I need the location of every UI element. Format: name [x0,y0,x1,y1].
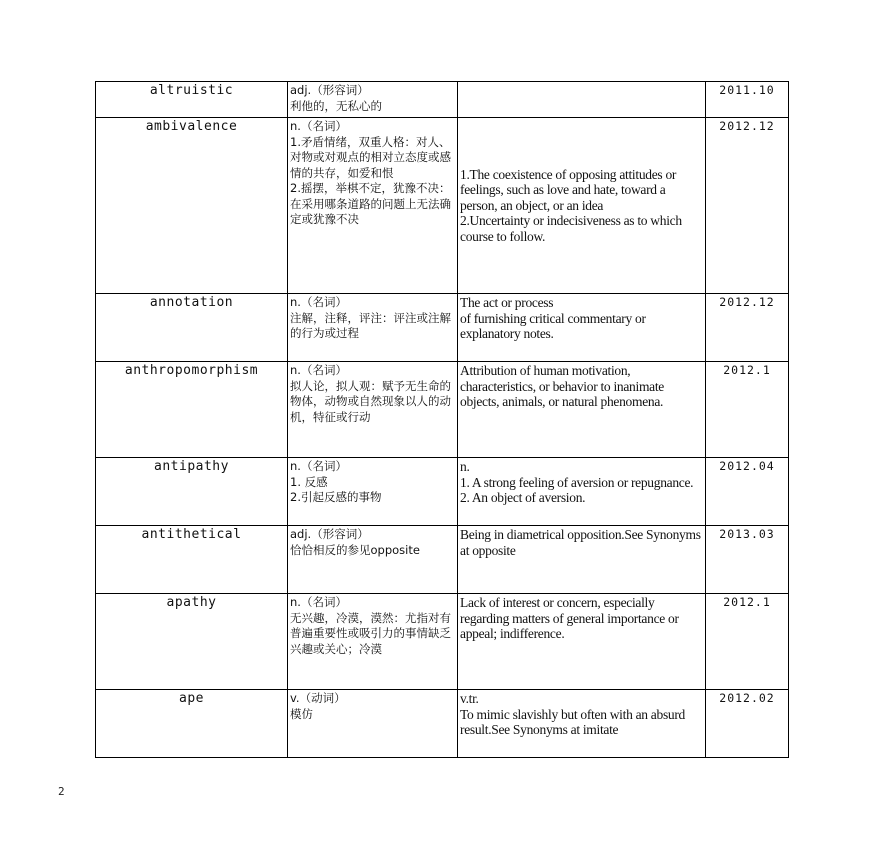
date-cell: 2013.03 [706,526,789,594]
date-cell: 2012.1 [706,594,789,690]
date-cell: 2011.10 [706,82,789,118]
english-definition-cell: Lack of interest or concern, especially regarding matters of general importance or appeal; indifference. [458,594,706,690]
date-cell: 2012.04 [706,458,789,526]
english-definition-cell [458,82,706,118]
english-definition-cell: Being in diametrical opposition.See Synonyms at opposite [458,526,706,594]
word-cell: antithetical [96,526,288,594]
chinese-definition-cell: n.（名词） 1.矛盾情绪，双重人格：对人、对物或对观点的相对立态度或感情的共存，如爱和恨 2.摇摆，举棋不定，犹豫不决：在采用哪条道路的问题上无法确定或犹豫不决 [288,118,458,294]
word-cell: annotation [96,294,288,362]
chinese-definition-cell: n.（名词） 拟人论，拟人观：赋予无生命的物体，动物或自然现象以人的动机，特征或行动 [288,362,458,458]
word-cell: anthropomorphism [96,362,288,458]
chinese-definition-cell: v.（动词） 模仿 [288,690,458,758]
table-row [96,118,789,294]
chinese-definition-cell: adj.（形容词） 利他的，无私心的 [288,82,458,118]
chinese-definition-cell: n.（名词） 无兴趣，冷漠，漠然：尤指对有普遍重要性或吸引力的事情缺乏兴趣或关心；冷漠 [288,594,458,690]
word-cell: apathy [96,594,288,690]
english-definition-cell: The act or process of furnishing critical commentary or explanatory notes. [458,294,706,362]
chinese-definition-cell: adj.（形容词） 恰恰相反的参见opposite [288,526,458,594]
table-row [96,82,789,118]
word-cell: ambivalence [96,118,288,294]
date-cell: 2012.1 [706,362,789,458]
table-row [96,594,789,690]
table-row [96,526,789,594]
table-row [96,458,789,526]
date-cell: 2012.02 [706,690,789,758]
date-cell: 2012.12 [706,294,789,362]
vocabulary-table [95,81,789,758]
table-row [96,294,789,362]
english-definition-cell: 1.The coexistence of opposing attitudes or feelings, such as love and hate, toward a person, an object, or an idea 2.Uncertainty or indecisiveness as to which course to follow. [458,118,706,294]
table-row [96,362,789,458]
english-definition-cell: n. 1. A strong feeling of aversion or repugnance. 2. An object of aversion. [458,458,706,526]
chinese-definition-cell: n.（名词） 注解，注释，评注：评注或注解的行为或过程 [288,294,458,362]
date-cell: 2012.12 [706,118,789,294]
english-definition-cell: v.tr. To mimic slavishly but often with an absurd result.See Synonyms at imitate [458,690,706,758]
word-cell: altruistic [96,82,288,118]
page-number: 2 [58,785,65,798]
chinese-definition-cell: n.（名词） 1. 反感 2.引起反感的事物 [288,458,458,526]
table-row [96,690,789,758]
word-cell: ape [96,690,288,758]
word-cell: antipathy [96,458,288,526]
english-definition-cell: Attribution of human motivation, characteristics, or behavior to inanimate objects, animals, or natural phenomena. [458,362,706,458]
